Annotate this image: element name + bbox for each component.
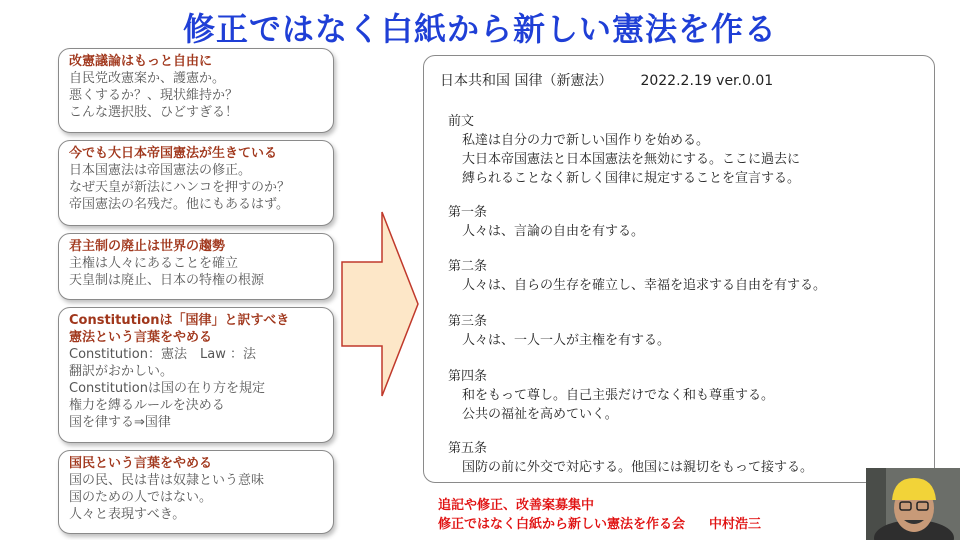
article-2-section <box>448 257 826 295</box>
section-line: 私達は自分の力で新しい国作りを始める。 <box>462 133 710 148</box>
slide-title: 修正ではなく白紙から新しい憲法を作る <box>182 10 777 48</box>
box-heading: 君主制の廃止は世界の趨勢 <box>69 239 226 254</box>
box-line: 権力を縛るルールを決める <box>69 398 225 413</box>
article-3-section <box>448 312 670 350</box>
box-line: 自民党改憲案か、護憲か。 <box>69 71 226 86</box>
box-line: Constitution：憲法 Law ：法 <box>69 347 256 362</box>
box-line: 翻訳がおかしい。 <box>69 364 174 379</box>
document-title-text: 日本共和国 国律（新憲法） <box>440 73 613 89</box>
section-heading: 第二条 <box>448 259 488 274</box>
section-line: 人々は、一人一人が主権を有する。 <box>462 333 671 348</box>
box-line: 国を律する⇒国律 <box>69 415 171 430</box>
section-heading: 第三条 <box>448 314 488 329</box>
section-line: 国防の前に外交で対応する。他国には親切をもって接する。 <box>462 460 814 475</box>
footer-author: 中村浩三 <box>709 517 762 532</box>
footer-note <box>438 496 761 534</box>
point-box-3 <box>58 233 334 300</box>
article-1-section <box>448 203 644 241</box>
document-title <box>440 70 773 90</box>
section-heading: 第四条 <box>448 369 488 384</box>
article-4-section <box>448 367 774 424</box>
document-version: 2022.2.19 ver.0.01 <box>640 73 774 89</box>
point-box-2 <box>58 140 334 226</box>
point-box-1 <box>58 48 334 133</box>
box-line: 帝国憲法の名残だ。他にもあるはず。 <box>69 197 289 212</box>
section-line: 縛られることなく新しく国律に規定することを宣言する。 <box>462 171 801 186</box>
box-heading: 改憲議論はもっと自由に <box>69 54 213 69</box>
preamble-section <box>448 112 800 188</box>
point-box-5 <box>58 450 334 534</box>
box-line: 天皇制は廃止、日本の特権の根源 <box>69 273 265 288</box>
presenter-icon <box>866 468 960 540</box>
footer-line-2: 修正ではなく白紙から新しい憲法を作る会 <box>438 517 686 532</box>
box-line: Constitutionは国の在り方を規定 <box>69 381 265 396</box>
section-line: 和をもって尊し。自己主張だけでなく和も尊重する。 <box>462 388 775 403</box>
section-heading: 第五条 <box>448 441 488 456</box>
box-line: 人々と表現すべき。 <box>69 507 186 522</box>
section-line: 人々は、言論の自由を有する。 <box>462 224 645 239</box>
box-line: 国の民、民は昔は奴隷という意味 <box>69 473 265 488</box>
presenter-video <box>866 468 960 540</box>
box-line: 日本国憲法は帝国憲法の修正。 <box>69 163 252 178</box>
article-5-section <box>448 439 813 477</box>
point-box-4 <box>58 307 334 443</box>
section-line: 公共の福祉を高めていく。 <box>462 407 618 422</box>
box-line: 国のための人ではない。 <box>69 490 213 505</box>
footer-line-1: 追記や修正、改善案募集中 <box>438 498 595 513</box>
section-line: 人々は、自らの生存を確立し、幸福を追求する自由を有する。 <box>462 278 827 293</box>
constitution-document <box>423 55 935 483</box>
box-line: こんな選択肢、ひどすぎる！ <box>69 105 239 120</box>
box-heading: 今でも大日本帝国憲法が生きている <box>69 146 278 161</box>
right-arrow-icon <box>340 210 420 398</box>
box-line: 悪くするか？、現状維持か？ <box>69 88 239 103</box>
box-line: 主権は人々にあることを確立 <box>69 256 239 271</box>
box-line: なぜ天皇が新法にハンコを押すのか？ <box>69 180 291 195</box>
section-line: 大日本帝国憲法と日本国憲法を無効にする。ここに過去に <box>462 152 801 167</box>
box-heading: 憲法という言葉をやめる <box>69 330 213 345</box>
section-heading: 第一条 <box>448 205 488 220</box>
box-heading: Constitutionは「国律」と訳すべき <box>69 313 290 328</box>
box-heading: 国民という言葉をやめる <box>69 456 213 471</box>
section-heading: 前文 <box>448 114 475 129</box>
